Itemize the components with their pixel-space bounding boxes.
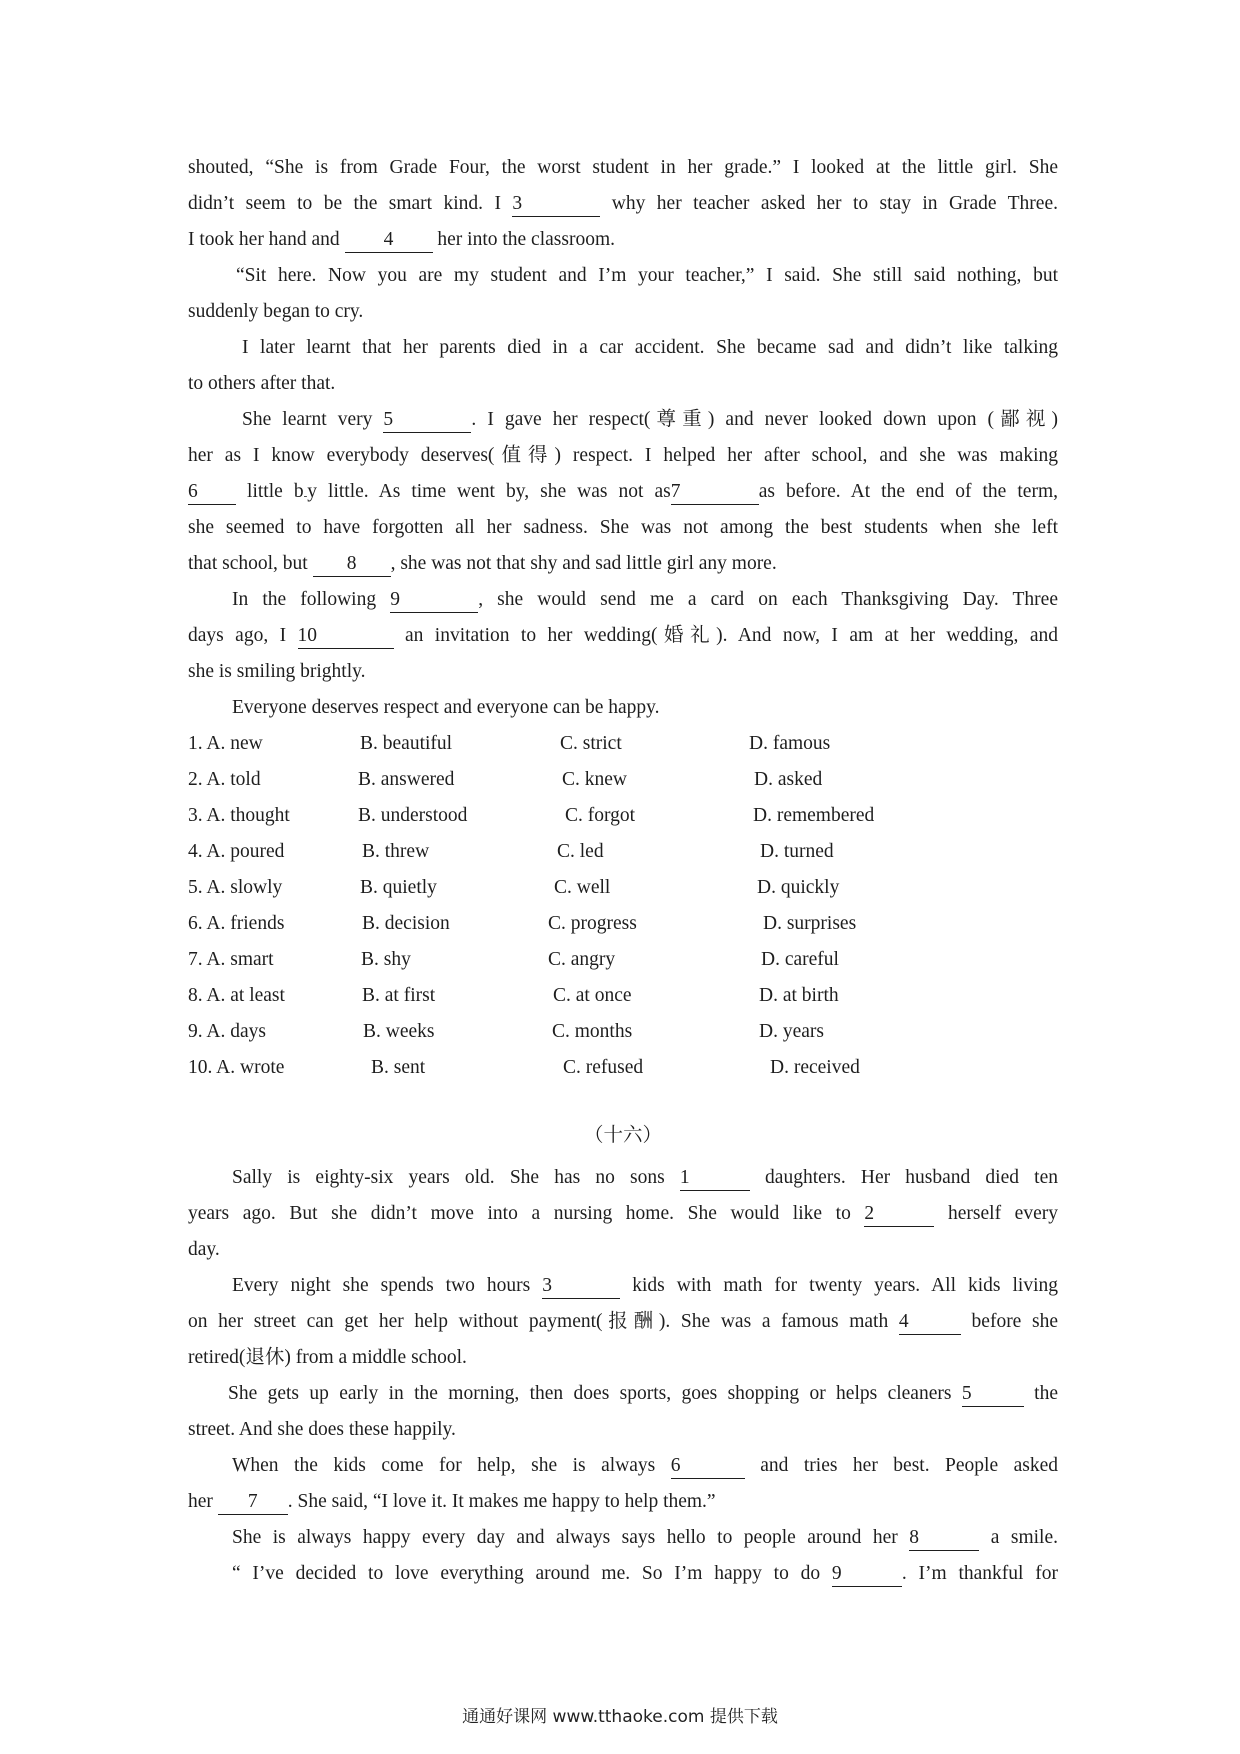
blank-10: 10 <box>298 624 394 649</box>
passage-line: In the following 9 , she would send me a card on each Thanksgiving Day. Three <box>188 582 1058 618</box>
option-row: 7. A. smart B. shy C. angry D. careful <box>188 949 839 970</box>
option-row: 3. A. thought B. understood C. forgot D. remembered <box>188 805 875 826</box>
passage-line: “Sit here. Now you are my student and I’m your teacher,” I said. She still said nothing, but <box>236 265 1058 286</box>
blank-6: 6 <box>188 480 236 505</box>
passage-line: “ I’ve decided to love everything around me. So I’m happy to do 9 . I’m thankful for <box>188 1556 1058 1592</box>
blank-5: 5 <box>383 408 471 433</box>
document-page <box>188 150 1058 1592</box>
options-list <box>188 726 1058 1086</box>
passage-line: to others after that. <box>188 373 336 394</box>
section-title: （十六） <box>583 1125 662 1146</box>
option-row: 1. A. new B. beautiful C. strict D. famous <box>188 733 831 754</box>
passage-line: I took her hand and 4 her into the classroom. <box>188 222 1058 258</box>
passage-line: retired(退休) from a middle school. <box>188 1347 467 1368</box>
page-footer: 通通好课网 www.tthaoke.com 提供下载 <box>462 1707 778 1727</box>
passage-line: her 7 . She said, “I love it. It makes me happy to help them.” <box>188 1484 1058 1520</box>
passage-line: 6 little b-y little. As time went by, she was not as7 as before. At the end of the term, <box>188 474 1058 510</box>
blank-8: 8 <box>909 1526 979 1551</box>
option-row: 4. A. poured B. threw C. led D. turned <box>188 841 834 862</box>
blank-5: 5 <box>962 1382 1024 1407</box>
passage-line: years ago. But she didn’t move into a nursing home. She would like to 2 herself every <box>188 1196 1058 1232</box>
blank-8: 8 <box>313 552 391 577</box>
passage-line: She is always happy every day and always says hello to people around her 8 a smile. <box>188 1520 1058 1556</box>
option-row: 2. A. told B. answered C. knew D. asked <box>188 769 823 790</box>
passage-line: I later learnt that her parents died in a car accident. She became sad and didn’t like talking <box>242 337 1058 358</box>
option-row: 8. A. at least B. at first C. at once D. at birth <box>188 985 839 1006</box>
blank-3: 3 <box>542 1274 620 1299</box>
passage-line: She learnt very 5 . I gave her respect(尊重) and never looked down upon (鄙视) <box>188 402 1058 438</box>
blank-7: 7 <box>671 480 759 505</box>
passage-line: she is smiling brightly. <box>188 661 366 682</box>
blank-9: 9 <box>832 1562 902 1587</box>
passage-line: day. <box>188 1239 220 1260</box>
passage-line: shouted, “She is from Grade Four, the worst student in her grade.” I looked at the little girl. She <box>188 157 1058 178</box>
blank-3: 3 <box>512 192 600 217</box>
option-row: 9. A. days B. weeks C. months D. years <box>188 1021 824 1042</box>
passage-line: Every night she spends two hours 3 kids with math for twenty years. All kids living <box>188 1268 1058 1304</box>
option-row: 5. A. slowly B. quietly C. well D. quickly <box>188 877 840 898</box>
passage-line: suddenly began to cry. <box>188 301 364 322</box>
passage-line: that school, but 8 , she was not that shy and sad little girl any more. <box>188 546 1058 582</box>
passage-line: she seemed to have forgotten all her sadness. She was not among the best students when she left <box>188 517 1058 538</box>
blank-9: 9 <box>390 588 478 613</box>
passage-line: on her street can get her help without payment(报酬). She was a famous math 4 before she <box>188 1304 1058 1340</box>
blank-2: 2 <box>864 1202 934 1227</box>
blank-4: 4 <box>345 228 433 253</box>
blank-6: 6 <box>671 1454 745 1479</box>
passage-line: didn’t seem to be the smart kind. I 3 why her teacher asked her to stay in Grade Three. <box>188 186 1058 222</box>
passage-line: her as I know everybody deserves(值得) respect. I helped her after school, and she was making <box>188 445 1058 466</box>
blank-4: 4 <box>899 1310 961 1335</box>
passage-line: days ago, I 10 an invitation to her wedding(婚礼). And now, I am at her wedding, and <box>188 618 1058 654</box>
blank-7: 7 <box>218 1490 288 1515</box>
passage-line: When the kids come for help, she is always 6 and tries her best. People asked <box>188 1448 1058 1484</box>
passage-line: street. And she does these happily. <box>188 1419 456 1440</box>
passage-line: She gets up early in the morning, then does sports, goes shopping or helps cleaners 5 the <box>188 1376 1058 1412</box>
blank-1: 1 <box>680 1166 750 1191</box>
option-row: 6. A. friends B. decision C. progress D. surprises <box>188 913 857 934</box>
passage-line: Sally is eighty-six years old. She has no sons 1 daughters. Her husband died ten <box>188 1160 1058 1196</box>
option-row: 10. A. wrote B. sent C. refused D. received <box>188 1057 860 1078</box>
passage-line: Everyone deserves respect and everyone can be happy. <box>232 697 660 718</box>
